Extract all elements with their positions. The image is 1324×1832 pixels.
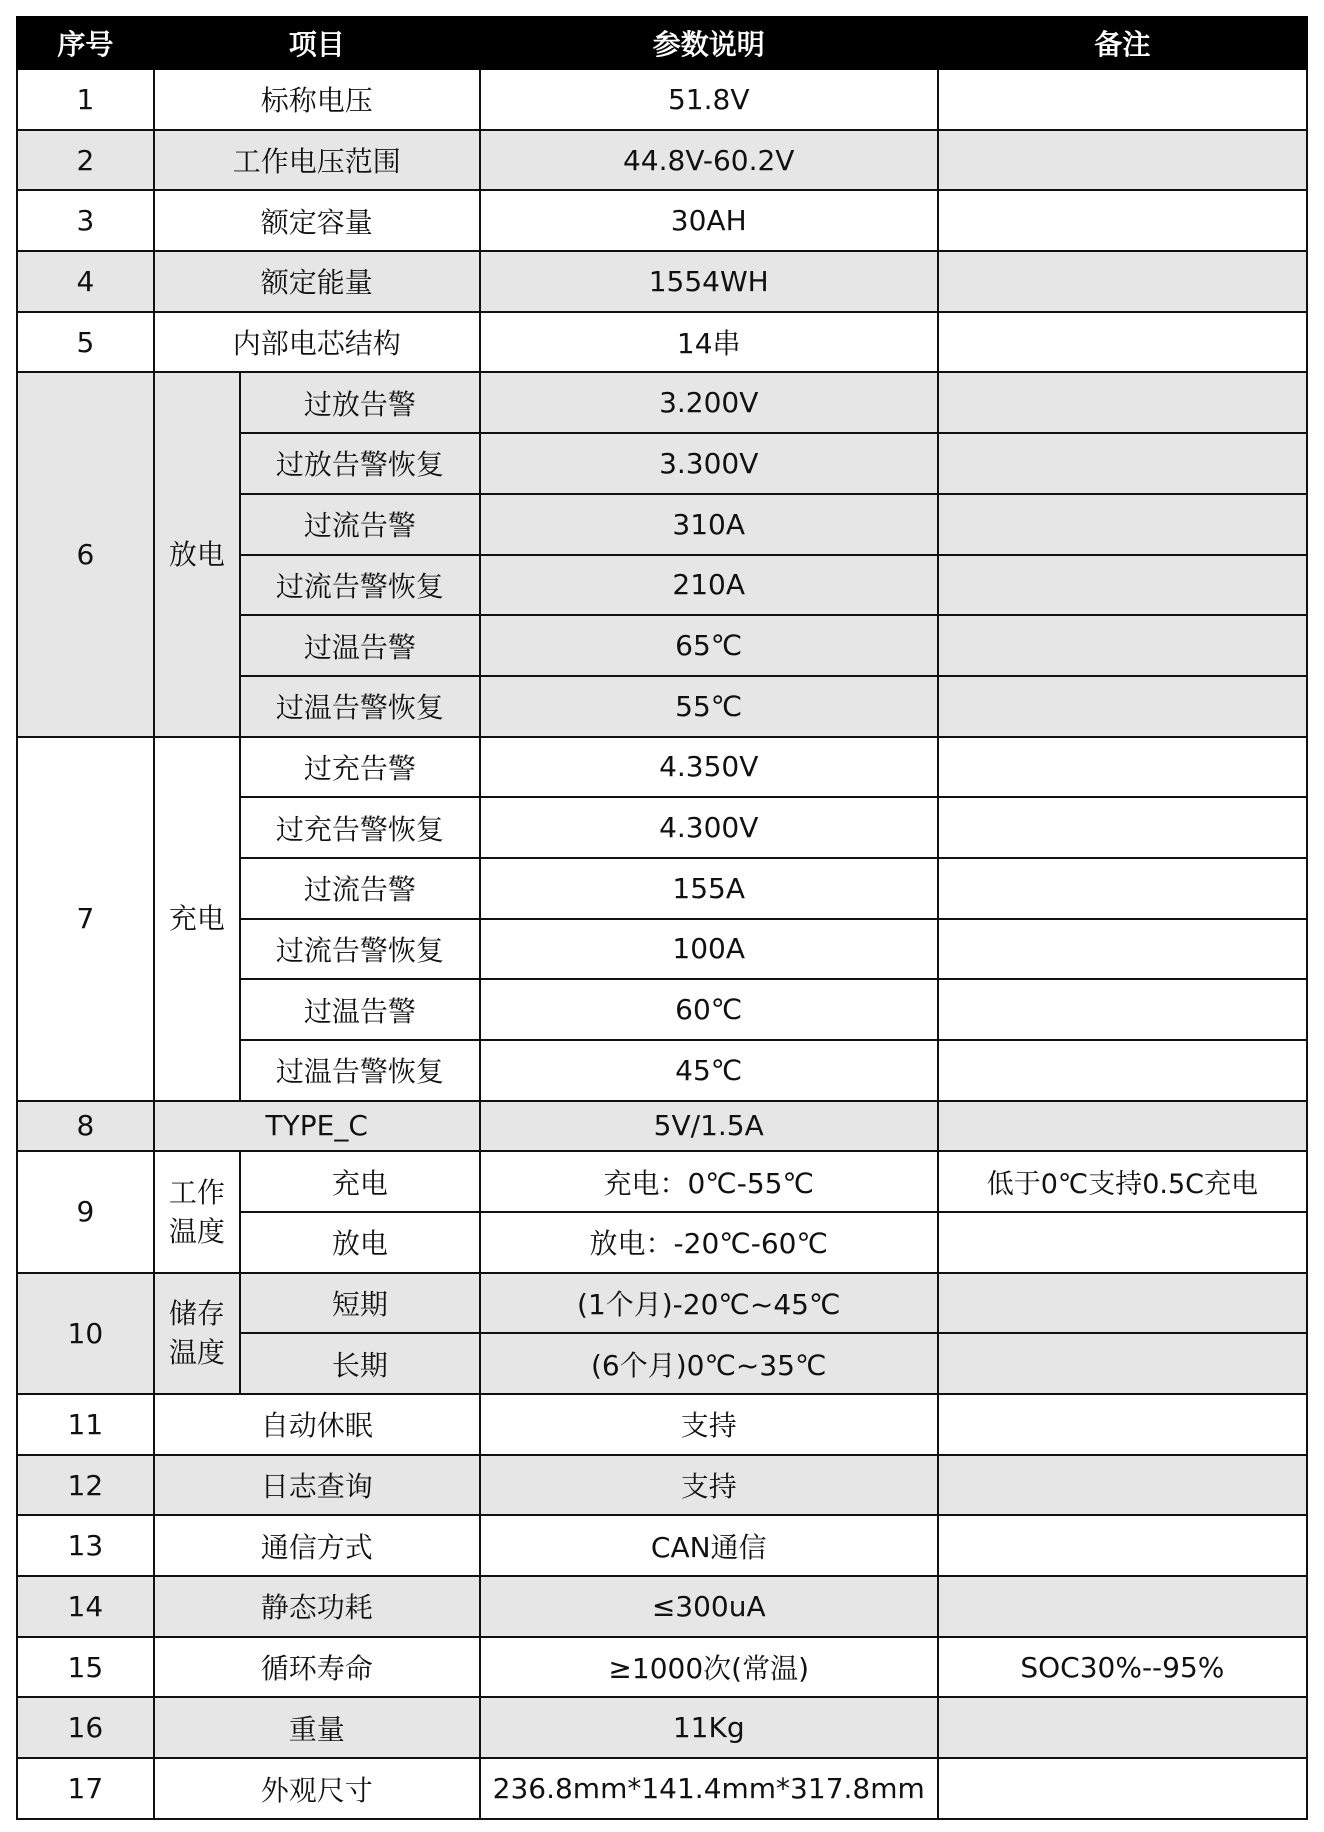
row-note [938,130,1307,191]
row-note [938,615,1307,676]
group-label-line: 工作 [168,1175,225,1209]
row-note [938,919,1307,980]
row-note [938,1455,1307,1516]
row-note [938,1515,1307,1576]
row-value: 放电：-20℃-60℃ [480,1212,938,1273]
row-subitem: 过流告警恢复 [240,919,480,980]
row-subitem: 短期 [240,1273,480,1334]
row-value: 310A [480,494,938,555]
row-value: ≤300uA [480,1576,938,1637]
header-no: 序号 [17,17,154,69]
header-param: 参数说明 [480,17,938,69]
row-value: 236.8mm*141.4mm*317.8mm [480,1758,938,1819]
row-note [938,676,1307,737]
row-note [938,69,1307,130]
row-item: 自动休眠 [154,1394,480,1455]
row-note [938,1576,1307,1637]
row-subitem: 放电 [240,1212,480,1273]
row-no: 12 [17,1455,154,1516]
row-value: 55℃ [480,676,938,737]
row-value: 11Kg [480,1697,938,1758]
row-note [938,1394,1307,1455]
row-subitem: 过温告警恢复 [240,676,480,737]
group-label-charge: 充电 [154,737,240,1101]
table-row [17,1394,1307,1455]
row-note [938,1212,1307,1273]
row-value: 65℃ [480,615,938,676]
row-note [938,1273,1307,1334]
row-note [938,858,1307,919]
row-subitem: 长期 [240,1333,480,1394]
spec-table [16,16,1308,1820]
row-subitem: 过温告警 [240,979,480,1040]
row-no: 17 [17,1758,154,1819]
table-row [17,1637,1307,1698]
header-note: 备注 [938,17,1307,69]
row-value: 3.300V [480,433,938,494]
row-item: 静态功耗 [154,1576,480,1637]
row-no: 13 [17,1515,154,1576]
row-item: 内部电芯结构 [154,312,480,373]
row-value: 支持 [480,1455,938,1516]
table-row [17,1151,1307,1212]
row-subitem: 过充告警 [240,737,480,798]
row-subitem: 过温告警恢复 [240,1040,480,1101]
row-note [938,494,1307,555]
row-note [938,433,1307,494]
group-label-discharge: 放电 [154,372,240,736]
row-item: TYPE_C [154,1101,480,1152]
row-subitem: 过流告警 [240,858,480,919]
table-row [17,1515,1307,1576]
row-item: 通信方式 [154,1515,480,1576]
row-no: 6 [17,372,154,736]
row-note: 低于0℃支持0.5C充电 [938,1151,1307,1212]
row-note [938,1697,1307,1758]
row-value: 30AH [480,190,938,251]
row-subitem: 充电 [240,1151,480,1212]
row-subitem: 过流告警 [240,494,480,555]
group-label-line: 储存 [168,1297,225,1331]
row-value: (1个月)-20℃~45℃ [480,1273,938,1334]
header-item: 项目 [154,17,480,69]
row-value: 支持 [480,1394,938,1455]
row-no: 8 [17,1101,154,1152]
row-value: (6个月)0℃~35℃ [480,1333,938,1394]
row-no: 14 [17,1576,154,1637]
group-label-line: 温度 [168,1336,225,1370]
row-value: 51.8V [480,69,938,130]
group-label-storage-temp [154,1273,240,1394]
row-subitem: 过放告警 [240,372,480,433]
row-item: 重量 [154,1697,480,1758]
row-value: 3.200V [480,372,938,433]
header-row [17,17,1307,69]
row-item: 工作电压范围 [154,130,480,191]
row-note [938,190,1307,251]
row-no: 11 [17,1394,154,1455]
table-row [17,251,1307,312]
row-value: 155A [480,858,938,919]
row-no: 4 [17,251,154,312]
row-no: 15 [17,1637,154,1698]
row-value: 44.8V-60.2V [480,130,938,191]
row-value: 充电：0℃-55℃ [480,1151,938,1212]
row-note [938,979,1307,1040]
group-label-line: 温度 [168,1214,225,1248]
row-value: 100A [480,919,938,980]
row-value: 210A [480,555,938,616]
row-note [938,1758,1307,1819]
row-item: 额定能量 [154,251,480,312]
row-value: ≥1000次(常温) [480,1637,938,1698]
row-item: 日志查询 [154,1455,480,1516]
row-value: CAN通信 [480,1515,938,1576]
table-row [17,1455,1307,1516]
row-no: 10 [17,1273,154,1394]
row-note [938,1333,1307,1394]
row-value: 45℃ [480,1040,938,1101]
table-row [17,372,1307,433]
table-row [17,312,1307,373]
row-item: 外观尺寸 [154,1758,480,1819]
row-value: 4.350V [480,737,938,798]
row-no: 7 [17,737,154,1101]
row-value: 1554WH [480,251,938,312]
table-row [17,190,1307,251]
table-row [17,1101,1307,1152]
table-row [17,1576,1307,1637]
table-row [17,737,1307,798]
table-row [17,1758,1307,1819]
row-subitem: 过流告警恢复 [240,555,480,616]
row-value: 4.300V [480,797,938,858]
row-item: 标称电压 [154,69,480,130]
table-row [17,69,1307,130]
row-note [938,737,1307,798]
row-no: 1 [17,69,154,130]
row-note [938,797,1307,858]
row-value: 60℃ [480,979,938,1040]
row-item: 额定容量 [154,190,480,251]
row-no: 5 [17,312,154,373]
table-row [17,1697,1307,1758]
row-item: 循环寿命 [154,1637,480,1698]
row-no: 16 [17,1697,154,1758]
row-no: 9 [17,1151,154,1272]
table-row [17,1273,1307,1334]
row-no: 3 [17,190,154,251]
row-value: 14串 [480,312,938,373]
row-no: 2 [17,130,154,191]
row-subitem: 过充告警恢复 [240,797,480,858]
row-subitem: 过温告警 [240,615,480,676]
row-note [938,312,1307,373]
row-note [938,1101,1307,1152]
row-subitem: 过放告警恢复 [240,433,480,494]
row-note: SOC30%--95% [938,1637,1307,1698]
row-note [938,372,1307,433]
table-row [17,130,1307,191]
group-label-work-temp [154,1151,240,1272]
row-note [938,1040,1307,1101]
row-note [938,251,1307,312]
row-value: 5V/1.5A [480,1101,938,1152]
row-note [938,555,1307,616]
